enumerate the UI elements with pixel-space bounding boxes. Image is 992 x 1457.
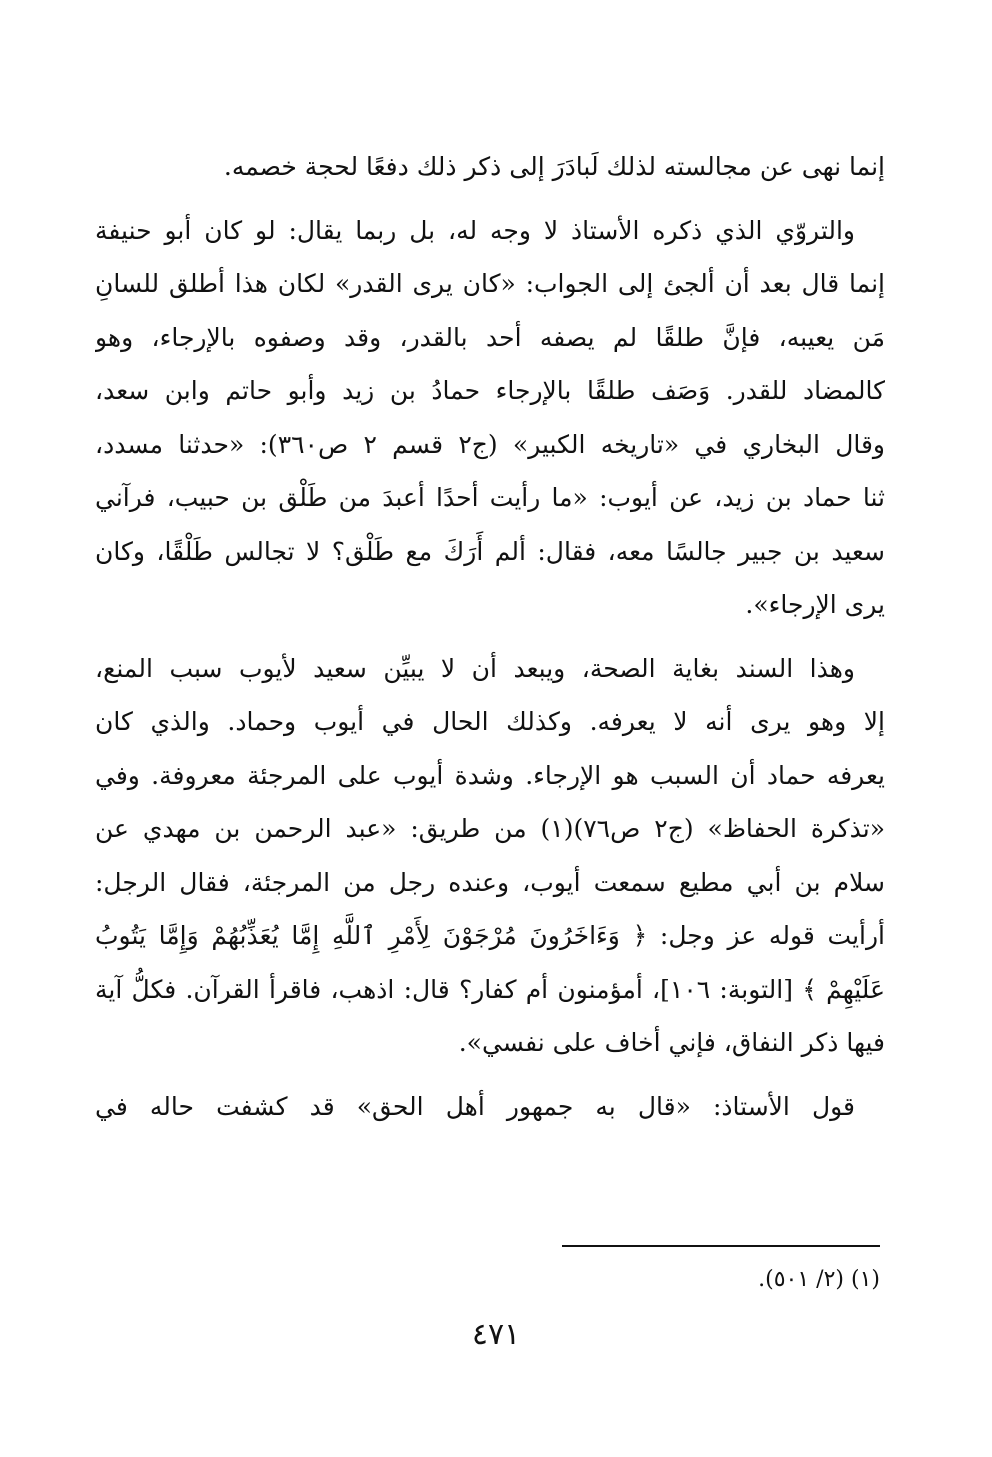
paragraph-gap — [95, 632, 885, 642]
footnote: (١) (٢/ ٥٠١). — [758, 1267, 880, 1292]
text-line: كالمضاد للقدر. وَصَف طلقًا بالإرجاء حمادُ بن زيد وأبو حاتم وابن سعد، — [95, 376, 885, 405]
text-line: والتروّي الذي ذكره الأستاذ لا وجه له، بل ربما يقال: لو كان أبو حنيفة — [95, 215, 855, 245]
page-body — [95, 140, 885, 1133]
text-line: فيها ذكر النفاق، فإني أخاف على نفسي». — [458, 1028, 885, 1057]
page-number: ٤٧١ — [471, 1317, 521, 1352]
text-line: إنما قال بعد أن ألجئ إلى الجواب: «كان يرى القدر» لكان هذا أطلق للسانِ — [95, 269, 885, 298]
text-line: وقال البخاري في «تاريخه الكبير» (ج٢ قسم ٢ ص٣٦٠): «حدثنا مسدد، — [95, 429, 885, 459]
text-line: أرأيت قوله عز وجل: ﴿ وَءَاخَرُونَ مُرْجَوْنَ لِأَمْرِ ٱللَّهِ إِمَّا يُعَذِّبُهُمْ وَإِمَّا يَتُوبُ — [95, 921, 885, 950]
text-line: ثنا حماد بن زيد، عن أيوب: «ما رأيت أحدًا أعبدَ من طَلْق بن حبيب، فرآني — [95, 483, 885, 512]
text-line: عَلَيْهِمْ ﴾ [التوبة: ١٠٦]، أمؤمنون أم كفار؟ قال: اذهب، فاقرأ القرآن. فكلُّ آية — [95, 974, 885, 1004]
paragraph-2 — [95, 204, 885, 632]
text-line: مَن يعيبه، فإنَّ طلقًا لم يصفه أحد بالقدر، وقد وصفوه بالإرجاء، وهو — [95, 322, 885, 352]
text-line: «تذكرة الحفاظ» (ج٢ ص٧٦)(١) من طريق: «عبد الرحمن بن مهدي عن — [95, 814, 885, 843]
paragraph-4 — [95, 1080, 885, 1134]
text-line: إنما نهى عن مجالسته لذلك لَبادَرَ إلى ذكر ذلك دفعًا لحجة خصمه. — [223, 152, 885, 181]
text-line: سعيد بن جبير جالسًا معه، فقال: ألم أَرَكَ مع طَلْق؟ لا تجالس طَلْقًا، وكان — [95, 536, 885, 566]
text-line: يعرفه حماد أن السبب هو الإرجاء. وشدة أيوب على المرجئة معروفة. وفي — [95, 760, 885, 790]
text-line: وهذا السند بغاية الصحة، ويبعد أن لا يبيِّن سعيد لأيوب سبب المنع، — [95, 653, 855, 683]
footnote-separator — [562, 1245, 880, 1247]
paragraph-gap — [95, 1070, 885, 1080]
text-line: قول الأستاذ: «قال به جمهور أهل الحق» قد كشفت حاله في — [95, 1091, 855, 1121]
text-line: يرى الإرجاء». — [745, 590, 885, 619]
text-line: سلام بن أبي مطيع سمعت أيوب، وعنده رجل من المرجئة، فقال الرجل: — [95, 867, 885, 897]
paragraph-3 — [95, 642, 885, 1070]
text-line: إلا وهو يرى أنه لا يعرفه. وكذلك الحال في أيوب وحماد. والذي كان — [95, 707, 885, 736]
paragraph-gap — [95, 194, 885, 204]
paragraph-1 — [95, 140, 885, 194]
